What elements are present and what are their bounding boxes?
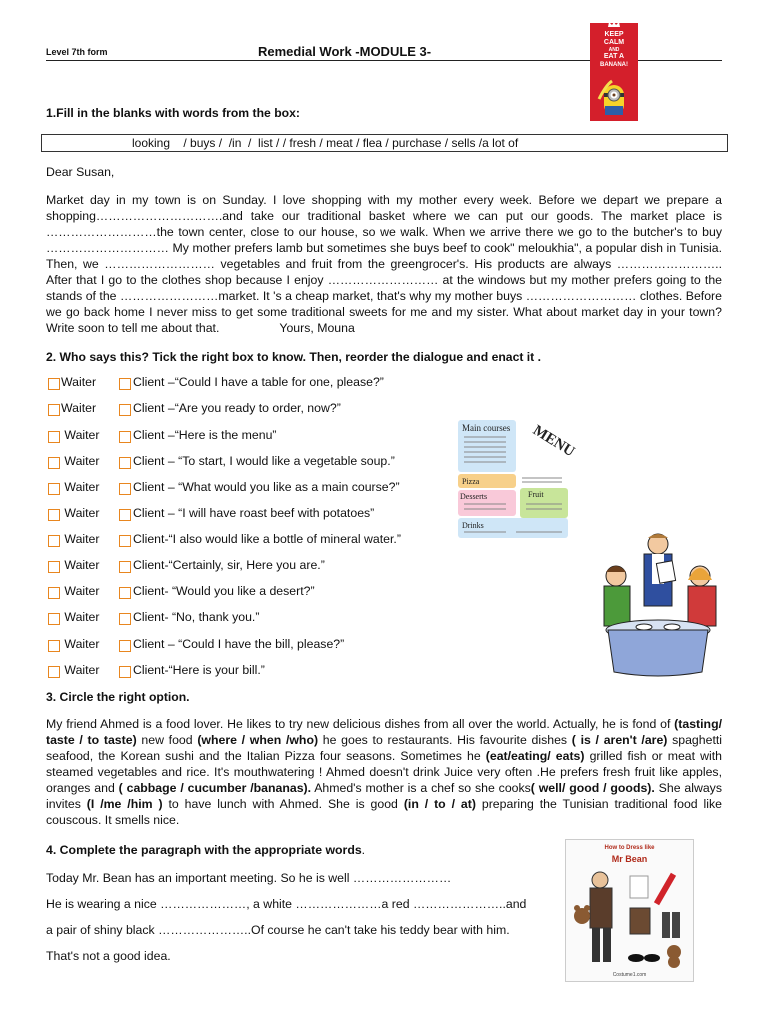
salutation: Dear Susan, (46, 165, 115, 179)
menu-illustration (456, 418, 578, 540)
menu-main-label: Main courses (462, 423, 511, 433)
waiter-label: Waiter (61, 506, 100, 520)
ex4-heading-text: 4. Complete the paragraph with the appropriate words (46, 843, 362, 857)
ex4-line: He is wearing a nice …………………, a white …………………a red …………………..and (46, 897, 527, 911)
waiter-checkbox[interactable] (48, 431, 60, 443)
client-checkbox[interactable] (119, 587, 131, 599)
waiter-checkbox[interactable] (48, 404, 60, 416)
mr-bean-poster (565, 839, 694, 982)
client-checkbox[interactable] (119, 483, 131, 495)
option-group: (where / when /who) (197, 733, 319, 747)
client-line: Client – “To start, I would like a vegetable soup.” (133, 454, 395, 468)
paragraph-text: She always invites (46, 781, 722, 811)
waiter-label: Waiter (61, 428, 100, 442)
level-label: Level 7th form (46, 47, 108, 57)
menu-fruit-label: Fruit (528, 490, 544, 499)
menu-desserts-label: Desserts (460, 492, 488, 501)
option-group: ( well/ good / goods). (530, 781, 655, 795)
keep-calm-poster (590, 23, 638, 121)
paragraph-text: preparing the Tunisian traditional food like couscous. It smells nice. (46, 797, 722, 827)
ex4-line: That's not a good idea. (46, 949, 171, 963)
paragraph-text: to have lunch with Ahmed. She is good (162, 797, 404, 811)
letter-closing: Yours, Mouna (279, 321, 355, 335)
client-checkbox[interactable] (119, 535, 131, 547)
waiter-label: Waiter (61, 401, 97, 415)
poster-line: AND (608, 47, 620, 53)
client-line: Client- “No, thank you.” (133, 610, 260, 624)
client-line: Client-“Here is your bill.” (133, 663, 265, 677)
paragraph-text: grilled fish or meat with steamed vegetables and rice. It's mouthwatering ! Ahmed doesn't drink Juice very often .He prefers fresh fruit like apples, oranges and (46, 749, 723, 795)
waiter-checkbox[interactable] (48, 561, 60, 573)
client-checkbox[interactable] (119, 613, 131, 625)
waiter-checkbox[interactable] (48, 457, 60, 469)
waiter-label: Waiter (61, 637, 100, 651)
option-group: ( cabbage / cucumber /bananas). (118, 781, 312, 795)
ex4-heading-period: . (361, 843, 366, 857)
client-line: Client – “What would you like as a main course?” (133, 480, 400, 494)
waiter-checkbox[interactable] (48, 640, 60, 652)
waiter-checkbox[interactable] (48, 509, 60, 521)
ex2-heading: 2. Who says this? Tick the right box to know. Then, reorder the dialogue and enact it . (46, 350, 542, 364)
ex1-heading: 1.Fill in the blanks with words from the box: (46, 106, 300, 120)
client-line: Client-“I also would like a bottle of mineral water.” (133, 532, 401, 546)
waiter-label: Waiter (61, 532, 100, 546)
ex4-heading (46, 843, 365, 857)
mr-bean-outfit-illustration (570, 868, 689, 970)
ex4-line: Today Mr. Bean has an important meeting. So he is well …………………… (46, 871, 452, 885)
client-checkbox[interactable] (119, 509, 131, 521)
crown-icon (608, 22, 620, 27)
page-title: Remedial Work -MODULE 3- (258, 44, 432, 59)
client-line: Client- “Would you like a desert?” (133, 584, 315, 598)
menu-pizza-label: Pizza (462, 477, 480, 486)
paragraph-text: My friend Ahmed is a food lover. He likes to try new delicious dishes from all over the world. Actually, he is fond of (46, 717, 675, 731)
client-checkbox[interactable] (119, 404, 131, 416)
paragraph-text: Ahmed's mother is a chef so she cooks (311, 781, 531, 795)
client-line: Client-“Certainly, sir, Here you are.” (133, 558, 325, 572)
client-checkbox[interactable] (119, 457, 131, 469)
ex4-line: a pair of shiny black …………………..Of course he can't take his teddy bear with him. (46, 923, 510, 937)
word-box (41, 134, 728, 152)
paragraph-text: spaghetti seafood, the Korean sushi and the Italian Pizza four seasons. Sometimes he (46, 733, 723, 763)
waiter-label: Waiter (61, 375, 97, 389)
option-group: (tasting/ taste / to taste) (46, 717, 722, 747)
menu-title: MENU (530, 422, 578, 461)
letter-body: Market day in my town is on Sunday. I love shopping with my mother every week. Before we depart we prepare a shopping………………………….and take our traditional basket where we can put our goods. The market place is ………………………the town center, close to our house, so we walk. When we arrive there we go to the butcher's to buy ………………………… My mother prefers lamb but sometimes she buys beef to cook" meloukhia", a popular dish in Tunisia. Then, we ……………………… vegetables and fruit from the greengrocer's. His products are always …………………….. After that I go to the clothes shop because I enjoy ……………………… at the windows but my mother prefers going to the stands of the ……………………market. It 's a cheap market, that's why my mother buys ……………………… clothes. Before we go back home I never miss to get some traditional sweets for me and my sister. What about market day in your town? Write soon to tell me about that. (46, 193, 722, 335)
waiter-checkbox[interactable] (48, 666, 60, 678)
paragraph-text: new food (136, 733, 198, 747)
option-group: (eat/eating/ eats) (485, 749, 585, 763)
client-line: Client –“Here is the menu” (133, 428, 277, 442)
client-line: Client – “Could I have the bill, please?” (133, 637, 345, 651)
waiter-label: Waiter (61, 480, 100, 494)
waiter-label: Waiter (61, 610, 100, 624)
client-checkbox[interactable] (119, 561, 131, 573)
waiter-checkbox[interactable] (48, 535, 60, 547)
option-group: ( is / aren't /are) (571, 733, 668, 747)
client-line: Client –“Could I have a table for one, please?” (133, 375, 384, 389)
option-group: (I /me /him ) (86, 797, 163, 811)
poster-line: BANANA! (600, 62, 628, 68)
client-line: Client –“Are you ready to order, now?” (133, 401, 341, 415)
mr-bean-poster-line2: Mr Bean (611, 854, 648, 864)
client-line: Client – “I will have roast beef with potatoes” (133, 506, 375, 520)
waiter-checkbox[interactable] (48, 587, 60, 599)
market-letter (46, 192, 722, 336)
paragraph-text: he goes to restaurants. His favourite dishes (318, 733, 572, 747)
waiter-label: Waiter (61, 663, 100, 677)
ex3-heading: 3. Circle the right option. (46, 690, 190, 704)
mr-bean-poster-footer: Costume1.com (612, 972, 647, 978)
mr-bean-poster-line1: How to Dress like (604, 845, 655, 851)
poster-line: CALM (603, 39, 625, 46)
waiter-checkbox[interactable] (48, 613, 60, 625)
client-checkbox[interactable] (119, 666, 131, 678)
poster-line: EAT A (603, 53, 625, 60)
option-group: (in / to / at) (403, 797, 476, 811)
minion-illustration (596, 79, 632, 119)
waiter-checkbox[interactable] (48, 378, 60, 390)
client-checkbox[interactable] (119, 640, 131, 652)
client-checkbox[interactable] (119, 378, 131, 390)
restaurant-illustration (600, 530, 722, 680)
waiter-label: Waiter (61, 454, 100, 468)
client-checkbox[interactable] (119, 431, 131, 443)
menu-drinks-label: Drinks (462, 521, 484, 530)
ahmed-paragraph (46, 716, 722, 828)
poster-line: KEEP (604, 31, 624, 38)
waiter-checkbox[interactable] (48, 483, 60, 495)
waiter-label: Waiter (61, 558, 100, 572)
waiter-label: Waiter (61, 584, 100, 598)
word-box-text: looking / buys / /in / list / / fresh / meat / flea / purchase / sells /a lot of (132, 136, 519, 150)
